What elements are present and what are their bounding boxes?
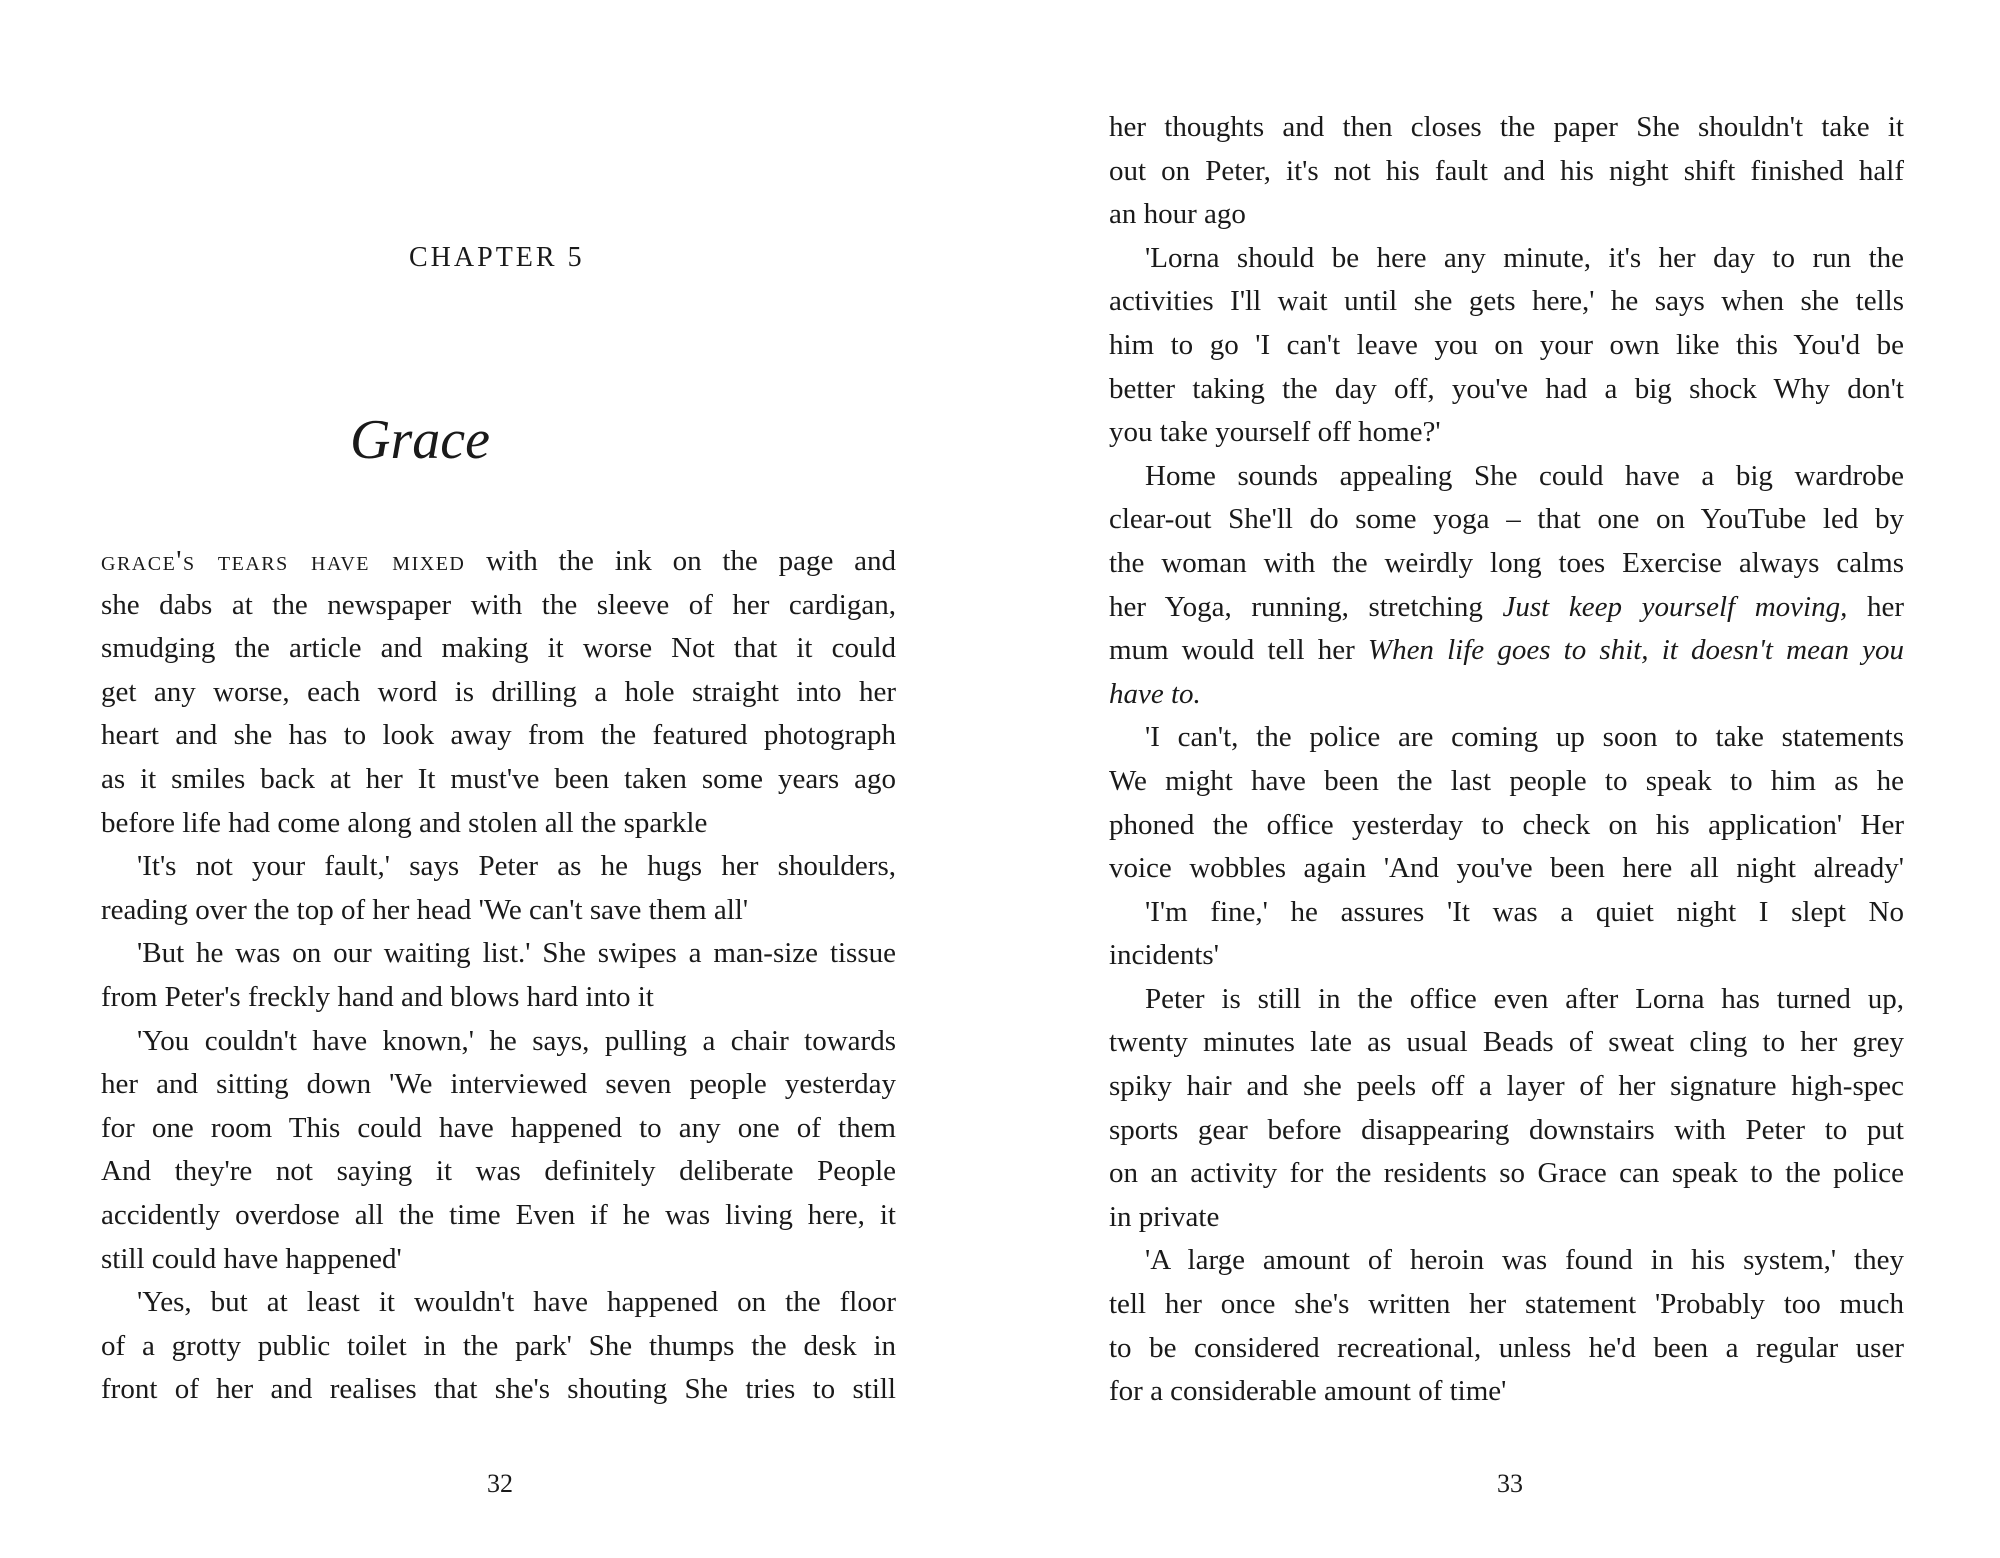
- line-text: you take yourself off home?': [1109, 416, 1441, 449]
- text-line: [1109, 934, 1904, 978]
- line-text: twenty minutes late as usual Beads of sweat cling to her grey: [1109, 1026, 1904, 1059]
- line-italic-text: Just keep yourself moving,: [1502, 590, 1848, 623]
- left-page-body-text: [101, 540, 896, 1412]
- line-text: the woman with the weirdly long toes Exercise always calms: [1109, 546, 1904, 579]
- left-page-number: 32: [487, 1469, 513, 1498]
- text-line: [1109, 1327, 1904, 1371]
- right-page-body-text: [1109, 106, 1904, 1414]
- text-line: [1109, 324, 1904, 368]
- line-text: voice wobbles again 'And you've been here all night already': [1109, 852, 1904, 885]
- line-text: her Yoga, running, stretching: [1109, 590, 1503, 623]
- text-line: [101, 889, 896, 933]
- right-page: [1000, 0, 2000, 1558]
- line-text: of a grotty public toilet in the park' She thumps the desk in: [101, 1329, 896, 1362]
- line-text: 'But he was on our waiting list.' She swipes a man-size tissue: [137, 937, 896, 970]
- line-text: accidently overdose all the time Even if he was living here, it: [101, 1198, 896, 1231]
- line-text: mum would tell her: [1109, 634, 1368, 667]
- line-italic-text: have to.: [1109, 677, 1201, 710]
- line-text: tell her once she's written her statement 'Probably too much: [1109, 1288, 1904, 1321]
- line-text: 'You couldn't have known,' he says, pulling a chair towards: [137, 1024, 896, 1057]
- text-line: [1109, 891, 1904, 935]
- line-text: before life had come along and stolen all the sparkle: [101, 806, 708, 839]
- line-text: 'Lorna should be here any minute, it's her day to run the: [1145, 241, 1904, 274]
- line-text: out on Peter, it's not his fault and his night shift finished half: [1109, 154, 1904, 187]
- text-line: [101, 1063, 896, 1107]
- text-line: [101, 1238, 896, 1282]
- text-line: [1109, 237, 1904, 281]
- text-line: [101, 540, 896, 584]
- text-line: [1109, 498, 1904, 542]
- line-text: heart and she has to look away from the featured photograph: [101, 719, 896, 752]
- line-text: from Peter's freckly hand and blows hard into it: [101, 980, 654, 1013]
- line-text: better taking the day off, you've had a big shock Why don't: [1109, 372, 1904, 405]
- line-text: she dabs at the newspaper with the sleeve of her cardigan,: [101, 588, 896, 621]
- line-text: as it smiles back at her It must've been taken some years ago: [101, 762, 896, 795]
- text-line: [1109, 193, 1904, 237]
- text-line: [101, 584, 896, 628]
- line-text: sports gear before disappearing downstairs with Peter to put: [1109, 1113, 1904, 1146]
- chapter-title: Grace: [350, 409, 490, 471]
- text-line: [1109, 1196, 1904, 1240]
- line-text: in private: [1109, 1200, 1220, 1233]
- line-text: Peter is still in the office even after Lorna has turned up,: [1145, 982, 1904, 1015]
- text-line: [1109, 280, 1904, 324]
- text-line: [101, 1325, 896, 1369]
- text-line: [101, 627, 896, 671]
- line-text: for one room This could have happened to any one of them: [101, 1111, 896, 1144]
- text-line: [1109, 673, 1904, 717]
- text-line: [101, 714, 896, 758]
- line-text: phoned the office yesterday to check on his application' Her: [1109, 808, 1904, 841]
- opening-small-caps: grace's tears have mixed: [101, 545, 466, 577]
- text-line: [1109, 629, 1904, 673]
- line-text: get any worse, each word is drilling a hole straight into her: [101, 675, 896, 708]
- text-line: [1109, 847, 1904, 891]
- line-text: still could have happened': [101, 1242, 402, 1275]
- text-line: [101, 671, 896, 715]
- text-line: [101, 845, 896, 889]
- line-text: We might have been the last people to speak to him as he: [1109, 764, 1904, 797]
- line-text: activities I'll wait until she gets here,' he says when she tells: [1109, 285, 1904, 318]
- text-line: [1109, 542, 1904, 586]
- text-line: [1109, 978, 1904, 1022]
- text-line: [1109, 1109, 1904, 1153]
- line-text: 'It's not your fault,' says Peter as he hugs her shoulders,: [137, 850, 896, 883]
- text-line: [101, 1368, 896, 1412]
- right-page-number: 33: [1497, 1469, 1523, 1498]
- line-text: her and sitting down 'We interviewed seven people yesterday: [101, 1068, 896, 1101]
- text-line: [101, 802, 896, 846]
- line-text: 'A large amount of heroin was found in his system,' they: [1145, 1244, 1904, 1277]
- line-text: And they're not saying it was definitely deliberate People: [101, 1155, 896, 1188]
- line-text-tail: her: [1847, 590, 1904, 623]
- text-line: [1109, 716, 1904, 760]
- line-text: with the ink on the page and: [465, 545, 896, 577]
- text-line: [1109, 1283, 1904, 1327]
- line-text: an hour ago: [1109, 198, 1246, 231]
- text-line: [101, 976, 896, 1020]
- text-line: [101, 932, 896, 976]
- text-line: [101, 1281, 896, 1325]
- line-italic-text: When life goes to shit, it doesn't mean you: [1367, 634, 1904, 667]
- text-line: [1109, 106, 1904, 150]
- text-line: [1109, 1370, 1904, 1414]
- text-line: [1109, 411, 1904, 455]
- line-text: on an activity for the residents so Grace can speak to the police: [1109, 1157, 1904, 1190]
- text-line: [1109, 455, 1904, 499]
- line-text: 'I'm fine,' he assures 'It was a quiet night I slept No: [1145, 895, 1904, 928]
- line-text: front of her and realises that she's shouting She tries to still: [101, 1373, 896, 1406]
- line-text: to be considered recreational, unless he'd been a regular user: [1109, 1331, 1904, 1364]
- text-line: [101, 758, 896, 802]
- chapter-label: CHAPTER 5: [409, 242, 585, 273]
- text-line: [101, 1150, 896, 1194]
- line-text: him to go 'I can't leave you on your own like this You'd be: [1109, 328, 1904, 361]
- line-text: 'Yes, but at least it wouldn't have happened on the floor: [137, 1286, 896, 1319]
- line-text: her thoughts and then closes the paper She shouldn't take it: [1109, 111, 1904, 143]
- line-text: Home sounds appealing She could have a big wardrobe: [1145, 459, 1904, 492]
- text-line: [1109, 1065, 1904, 1109]
- line-text: spiky hair and she peels off a layer of her signature high-spec: [1109, 1070, 1904, 1103]
- text-line: [1109, 804, 1904, 848]
- line-text: reading over the top of her head 'We can't save them all': [101, 893, 749, 926]
- line-text: incidents': [1109, 939, 1219, 972]
- line-text: 'I can't, the police are coming up soon to take statements: [1145, 721, 1904, 754]
- text-line: [1109, 1152, 1904, 1196]
- text-line: [1109, 586, 1904, 630]
- text-line: [1109, 1239, 1904, 1283]
- text-line: [1109, 1021, 1904, 1065]
- text-line: [101, 1107, 896, 1151]
- text-line: [101, 1194, 896, 1238]
- text-line: [1109, 368, 1904, 412]
- line-text: smudging the article and making it worse Not that it could: [101, 632, 896, 665]
- text-line: [101, 1020, 896, 1064]
- text-line: [1109, 760, 1904, 804]
- line-text: clear-out She'll do some yoga – that one on YouTube led by: [1109, 503, 1904, 536]
- line-text: for a considerable amount of time': [1109, 1375, 1507, 1408]
- text-line: [1109, 150, 1904, 194]
